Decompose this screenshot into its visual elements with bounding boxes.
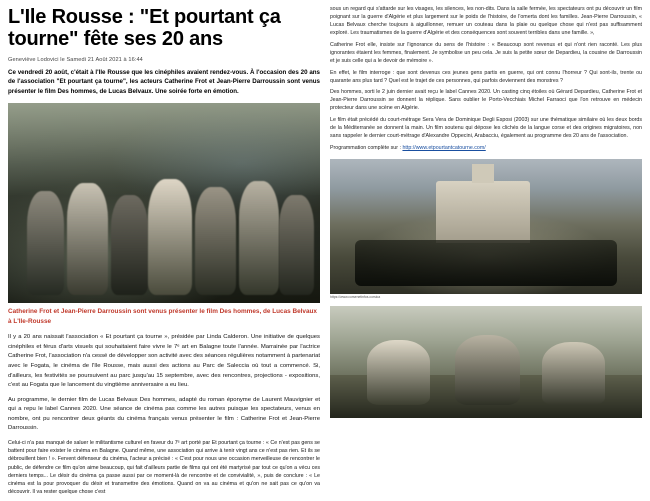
figure-silhouette <box>111 195 148 295</box>
body-paragraph: Catherine Frot elle, insiste sur l'ignorance du sens de l'histoire : « Beaucoup sont revenus et qui n'ont rien raconté. Les plus ignorantes étaient les femmes, finalement. Je symbolise un peu cela. Je suis la petite sœur de Depardieu, la cousine de Darroussin et je suis celle qui a le devoir de mémoire ». <box>330 41 642 64</box>
programme-line <box>330 145 642 153</box>
photo-village-night <box>330 159 642 294</box>
figure-silhouette <box>67 183 108 295</box>
body-paragraph: En effet, le film interroge : que sont devenus ces jeunes gens partis en guerre, qui ont connu l'horreur ? Qui sont-ils, trente ou quarante ans plus tard ? Quel est le trajet de ces personnes, qui parfois deviennent des monstres ? <box>330 69 642 84</box>
programme-link[interactable]: http://www.etpourtantcatourne.com/ <box>402 145 486 152</box>
standfirst: Ce vendredi 20 août, c'était à l'Ile Rousse que les cinéphiles avaient rendez-vous. À l'occasion des 20 ans de l'association "Et pourtant ça tourne", les acteurs Catherine Frot et Jean-Pierre Darroussin sont venus présenter le film Des hommes, de Lucas Belvaux. Une soirée forte en émotion. <box>8 68 320 95</box>
body-paragraph: Au programme, le dernier film de Lucas Belvaux Des hommes, adapté du roman éponyme de Laurent Mauvignier et qui a repu le label Cannes 2020. Une séance de cinéma pas comme les autres puisque les spectateurs, venus en nombre, ont pu rencontrer deux géants du cinéma français venus présenter le film : Catherine Frot et Jean-Pierre Darroussin. <box>8 396 320 432</box>
photo-caption: Catherine Frot et Jean-Pierre Darroussin sont venus présenter le film Des hommes, de Lucas Belvaux à L'Ile-Rousse <box>8 308 317 325</box>
figure-silhouette <box>239 181 280 295</box>
programme-label: Programmation complète sur : <box>330 145 401 152</box>
body-paragraph: sous un regard qui s'attarde sur les visages, les silences, les non-dits. Dans la salle fermée, les spectateurs ont pu découvrir un film poignant sur la guerre d'Algérie et plus largement sur le poids de l'histoire, de l'omerta dont les familles. Jean-Pierre Darroussin, « Lucas Belvaux cherche toujours à aiguillonner, remuer un couteau dans la plaie ou quelque chose qui n'est pas suffisamment exploré. Les traumatismes de la guerre d'Algérie et des conséquences sont souvent terribles dans une famille. », <box>330 6 642 36</box>
church-building <box>436 181 530 243</box>
left-column <box>8 6 320 496</box>
right-body-text <box>330 6 642 153</box>
figure-silhouette <box>279 195 313 295</box>
body-paragraph: Des hommes, sorti le 2 juin dernier avait reçu le label Cannes 2020. Un casting cinq étoiles où Gérard Depardieu, Catherine Frot et Jean-Pierre Darroussin se donnent la réplique. Sans oublier le Porto-Vecchiais Michel Farraoci que l'on retrouve en médecin protecteur dans une scène en Algérie. <box>330 89 642 112</box>
body-paragraph: Le film était précédé du court-métrage Sera Vera de Dominique Degli Esposi (2003) sur une thématique similaire où les deux bords de la Méditerranée se donnent la main. Un film soutenu qui dépose les clichés de la langue corse et des origines migratoires, non sans rappeler le dernier court-métrage d'Alexandre Oppecini, Arabacciu, également au programme des 20 ans de l'association. <box>330 117 642 140</box>
photo-credit: https://www.corsenetinfos.corsica <box>330 295 381 299</box>
left-body-text <box>8 333 320 501</box>
photo-audience <box>330 306 642 418</box>
figure-silhouette <box>27 191 64 295</box>
article-columns <box>8 6 642 496</box>
photo-main-group <box>8 103 320 303</box>
body-paragraph: Il y a 20 ans naissait l'association « Et pourtant ça tourne », présidée par Linda Calderon. Une initiative de quelques cinéphiles et férus d'arts visuels qui souhaitaient faire vivre le 7ᵉ art en Balagne toute l'année. Marrainée par l'actrice Catherine Frot, l'association n'a cessé de développer son activité avec des séances régulières notamment à partenariat avec le Fogata, le cinéma de l'Ile Rousse, mais aussi des actions au Parc de Saleccia où tout a commencé. Si, d'ailleurs, les festivités se poursuivent au parc jusqu'au 15 septembre, avec des rencontres, projections - expositions, c'est au Fogata que le lancement du vingtième anniversaire a eu lieu. <box>8 334 320 389</box>
figure-silhouette <box>195 187 236 295</box>
audience-figure <box>455 335 521 404</box>
byline: Geneviève Lodovici le Samedi 21 Août 2021 à 16:44 <box>8 56 143 63</box>
audience-figure <box>542 342 604 405</box>
page-title: L'Ile Rousse : "Et pourtant ça tourne" fête ses 20 ans <box>8 6 281 51</box>
figure-silhouette <box>148 179 192 295</box>
body-paragraph: Celui-ci n'a pas manqué de saluer le militantisme culturel en faveur du 7ᵉ art porté par Et pourtant ça tourne : « Ce n'est pas gens se battent pour faire exister le cinéma en Balagne. Quand même, une association qui arrive à tenir vingt ans ce n'est pas rien. Et ils se débrouillent bien ! ». Fervent défenseur du cinéma, l'acteur a précisé : « C'est pour nous une occasion merveilleuse de rencontrer le public, de défendre ce film qu'on aime beaucoup, qui fait d'ailleurs partie de films qui ont été martyrisé par tout ce qu'on a vécu ces derniers temps... Le désir du cinéma ça passe aussi par ce moment-là de rencontre et de convivialité, », puis de conclure : « Le cinéma est la pour provoquer du désir et transmettre des émotions. Quand on va au cinéma et qu'on ne sait pas ce qu'on va découvrir. Il va rester quelque chose c'est <box>8 439 320 496</box>
right-column <box>330 6 642 452</box>
audience-figure <box>367 340 429 405</box>
